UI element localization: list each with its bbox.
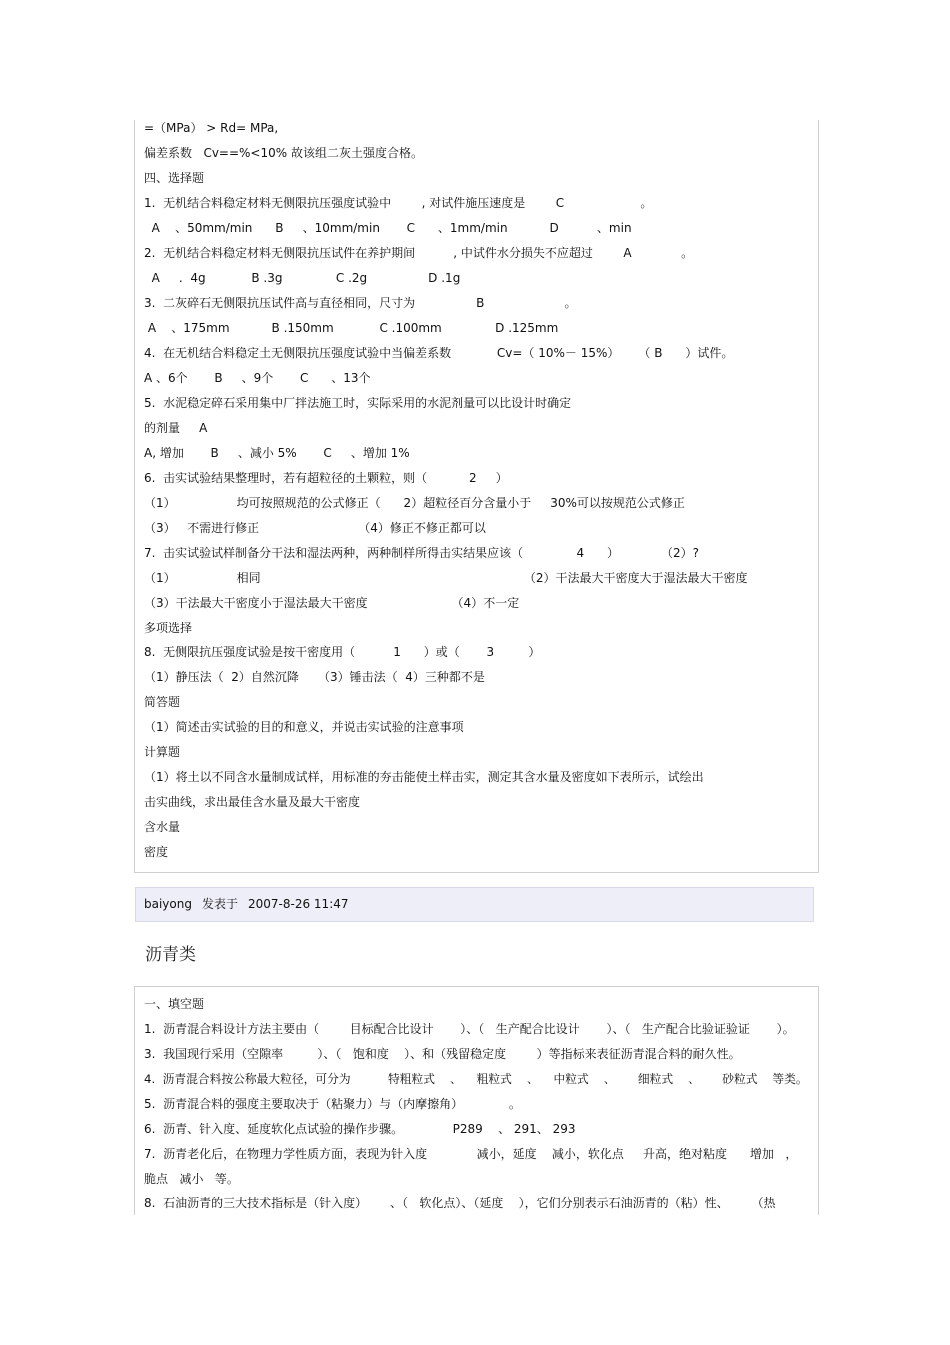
options-line: A . 4g B .3g C .2g D .1g — [144, 271, 461, 285]
options-line: （3）干法最大干密度小于湿法最大干密度 （4）不一定 — [144, 596, 520, 610]
question-line: 1. 无机结合料稳定材料无侧限抗压强度试验中 , 对试件施压速度是 C 。 — [144, 196, 653, 210]
options-line: （1） 均可按照规范的公式修正（ 2）超粒径百分含量小于 30%可以按规范公式修正 — [144, 496, 685, 510]
question-line: 6. 击实试验结果整理时，若有超粒径的土颗粒，则（ 2 ） — [144, 471, 508, 485]
options-line: A, 增加 B 、减小 5% C 、增加 1% — [144, 446, 410, 460]
question-line: （1）将土以不同含水量制成试样，用标准的夯击能使土样击实，测定其含水量及密度如下表所示，试绘出 — [144, 770, 704, 784]
section-heading: 简答题 — [144, 695, 181, 709]
question-line: （1）简述击实试验的目的和意义，并说击实试验的注意事项 — [144, 720, 464, 734]
options-line: A 、50mm/min B 、10mm/min C 、1mm/min D 、min — [144, 221, 632, 235]
question-line: 4. 沥青混合料按公称最大粒径，可分为 特粗粒式 、 粗粒式 、 中粒式 、 细粒式 、 砂粒式 等类。 — [144, 1072, 808, 1086]
question-line: 5. 水泥稳定碎石采用集中厂拌法施工时，实际采用的水泥剂量可以比设计时确定 — [144, 396, 572, 410]
section-title: 沥青类 — [145, 945, 196, 965]
post-author-link[interactable]: baiyong — [144, 897, 192, 911]
post-header-bar — [135, 887, 814, 922]
options-line: A 、6个 B 、9个 C 、13个 — [144, 371, 371, 385]
question-line: 8. 无侧限抗压强度试验是按干密度用（ 1 ）或（ 3 ） — [144, 645, 541, 659]
posted-at-label: 发表于 — [202, 897, 239, 911]
question-line: 2. 无机结合料稳定材料无侧限抗压试件在养护期间 , 中试件水分损失不应超过 A 。 — [144, 246, 694, 260]
question-line: 击实曲线，求出最佳含水量及最大干密度 — [144, 795, 361, 809]
text-line: 偏差系数 Cv==%<10% 故该组二灰土强度合格。 — [144, 146, 423, 160]
question-line: 4. 在无机结合料稳定土无侧限抗压强度试验中当偏差系数 Cv=（ 10%－ 15%） （ B ）试件。 — [144, 346, 734, 360]
question-line: 脆点 减小 等。 — [144, 1172, 239, 1186]
question-line: 7. 沥青老化后，在物理力学性质方面，表现为针入度 减小，延度 减小，软化点 升高，绝对粘度 增加 ， — [144, 1147, 798, 1161]
section-heading: 四、选择题 — [144, 171, 205, 185]
post-timestamp: 2007-8-26 11:47 — [248, 897, 349, 911]
text-line: =（MPa） > Rd= MPa, — [144, 121, 279, 135]
options-line: （1）静压法（ 2）自然沉降 （3）锤击法（ 4）三种都不是 — [144, 670, 485, 684]
section-heading: 多项选择 — [144, 621, 193, 635]
options-line: A 、175mm B .150mm C .100mm D .125mm — [144, 321, 559, 335]
question-line: 1. 沥青混合料设计方法主要由（ 目标配合比设计 ）、（ 生产配合比设计 ）、（ 生产配合比验证验证 ）。 — [144, 1022, 795, 1036]
options-line: （1） 相同 （2）干法最大干密度大于湿法最大干密度 — [144, 571, 748, 585]
question-line: 3. 我国现行采用（空隙率 ）、（ 饱和度 ）、和（残留稳定度 ）等指标来表征沥青混合料的耐久性。 — [144, 1047, 741, 1061]
question-line: 6. 沥青、针入度、延度软化点试验的操作步骤。 P289 、 291、 293 — [144, 1122, 576, 1136]
question-line: 3. 二灰碎石无侧限抗压试件高与直径相同，尺寸为 B 。 — [144, 296, 577, 310]
table-label: 含水量 — [144, 820, 181, 834]
question-line: 7. 击实试验试样制备分干法和湿法两种，两种制样所得击实结果应该（ 4 ） （2）? — [144, 546, 699, 560]
section-heading: 计算题 — [144, 745, 181, 759]
options-line: （3） 不需进行修正 （4）修正不修正都可以 — [144, 521, 486, 535]
section-heading: 一、填空题 — [144, 997, 205, 1011]
table-label: 密度 — [144, 845, 169, 859]
question-line: 5. 沥青混合料的强度主要取决于（粘聚力）与（内摩擦角） 。 — [144, 1097, 521, 1111]
question-line: 的剂量 A — [144, 421, 208, 435]
question-line: 8. 石油沥青的三大技术指标是（针入度） 、（ 软化点）、（延度 ），它们分别表示石油沥青的（粘）性、 （热 — [144, 1196, 776, 1210]
